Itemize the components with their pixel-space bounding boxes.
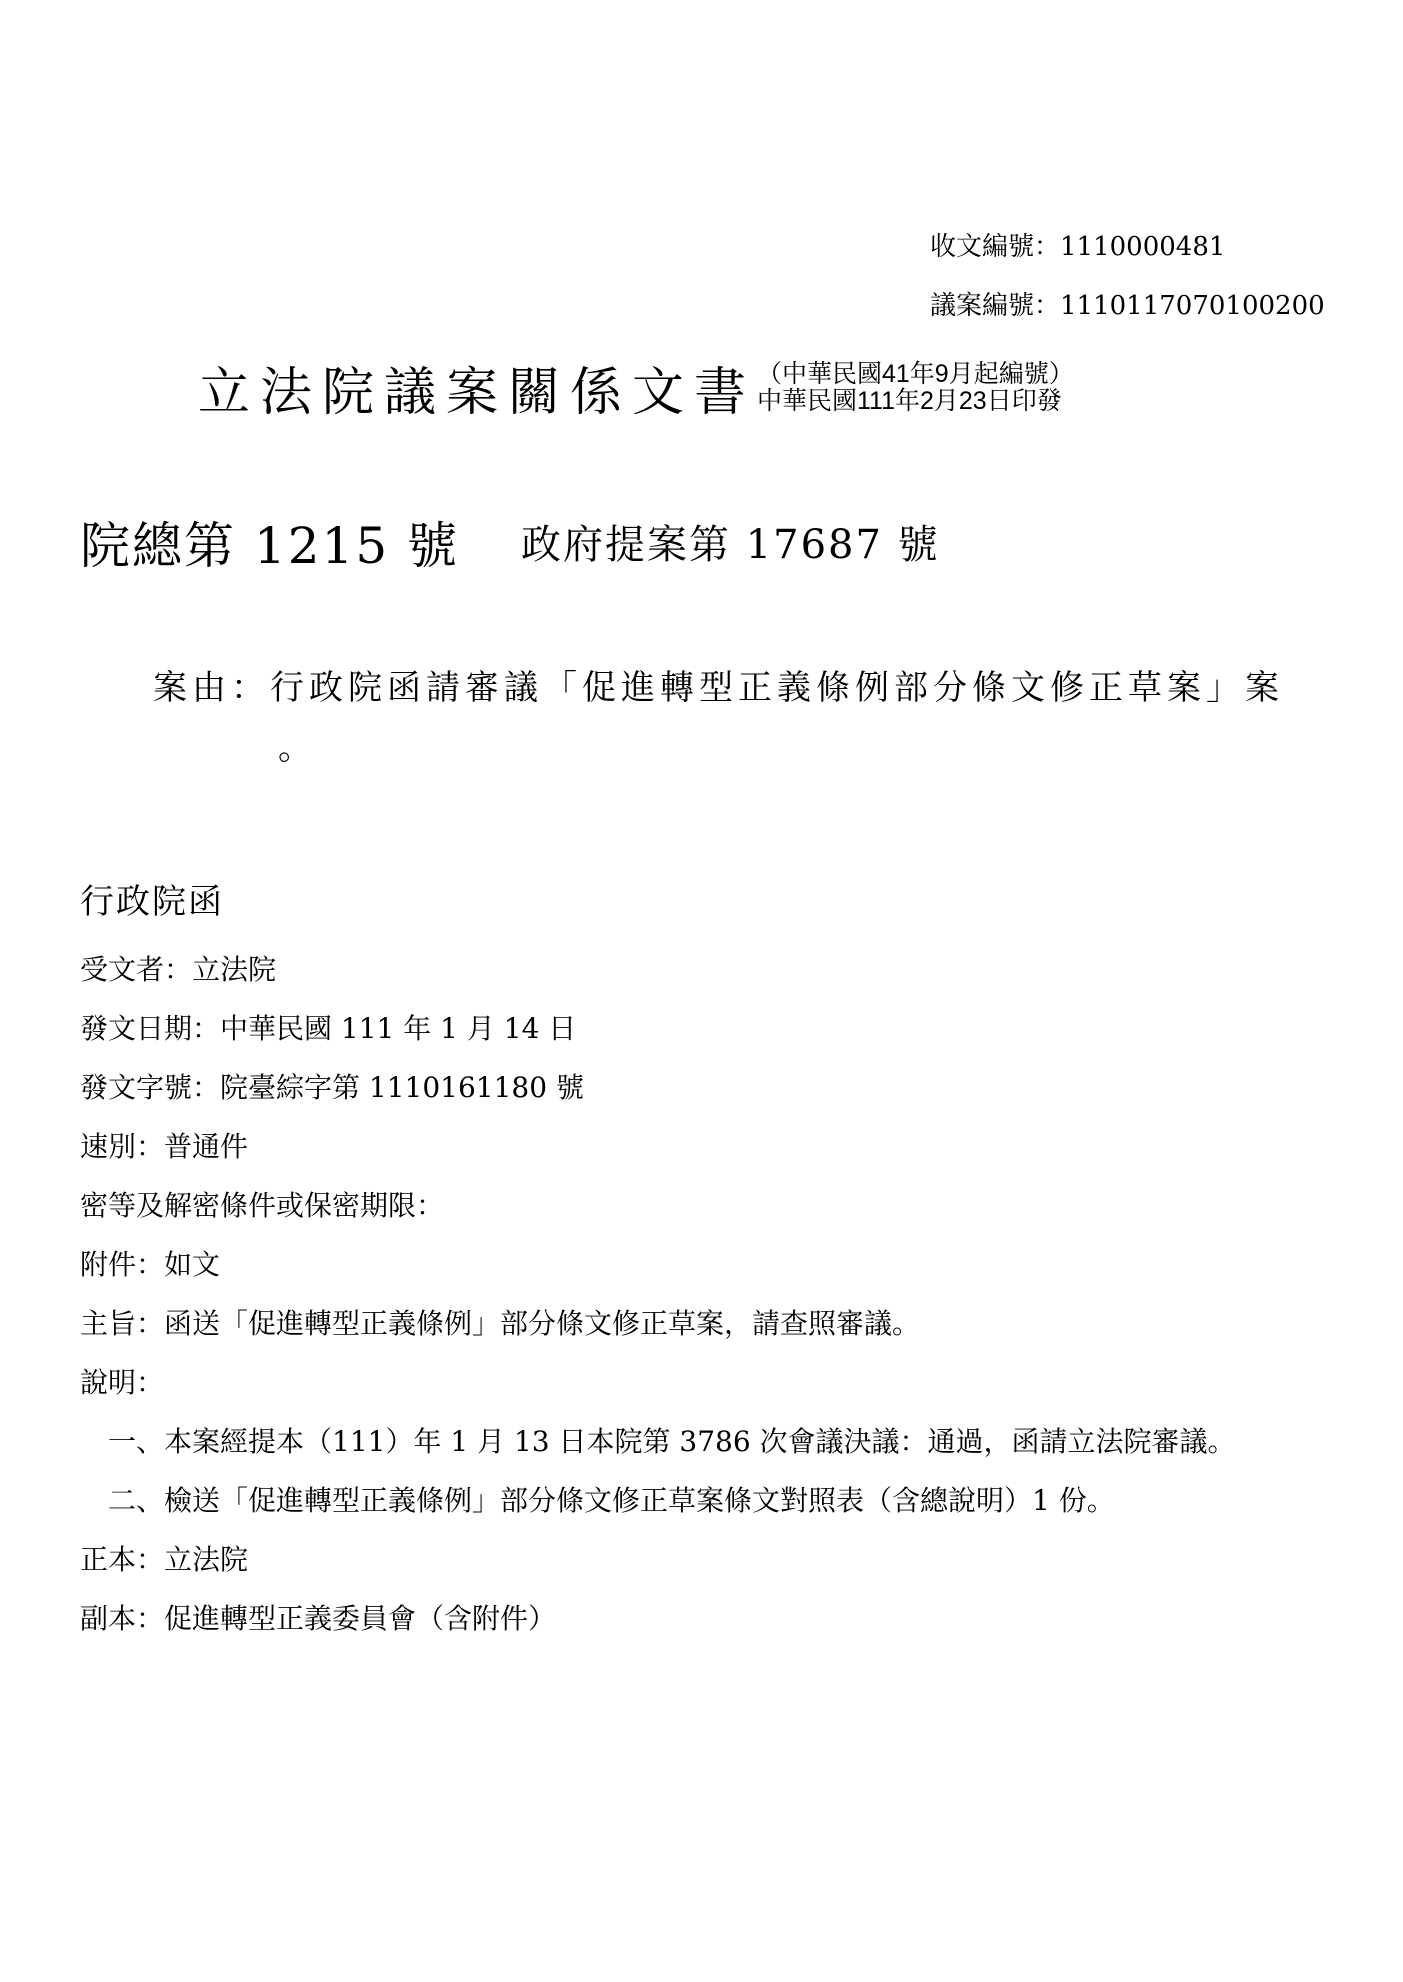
print-date: 中華民國111年2月23日印發 bbox=[757, 387, 1062, 415]
receipt-number: 收文編號：1110000481 bbox=[930, 232, 1226, 262]
case-number: 院總第 1215 號 bbox=[80, 517, 460, 575]
document-title: 立法院議案關係文書 bbox=[198, 363, 757, 423]
subject-line-end: 。 bbox=[278, 728, 312, 768]
numbering-note: （中華民國41年9月起編號） bbox=[757, 360, 1074, 388]
gist-field: 主旨：函送「促進轉型正義條例」部分條文修正草案，請查照審議。 bbox=[80, 1307, 921, 1340]
priority-field: 速別：普通件 bbox=[80, 1130, 249, 1163]
explanation-item: 二、檢送「促進轉型正義條例」部分條文修正草案條文對照表（含總說明）1 份。 bbox=[108, 1484, 1115, 1517]
recipient-field: 受文者：立法院 bbox=[80, 953, 277, 986]
subject-line: 案由：行政院函請審議「促進轉型正義條例部分條文修正草案」案 bbox=[153, 668, 1284, 708]
explanation-label: 說明： bbox=[80, 1366, 165, 1399]
issue-date-field: 發文日期：中華民國 111 年 1 月 14 日 bbox=[80, 1012, 577, 1045]
bill-number: 議案編號：1110117070100200 bbox=[930, 291, 1325, 321]
original-recipient-field: 正本：立法院 bbox=[80, 1543, 249, 1576]
reference-number-field: 發文字號：院臺綜字第 1110161180 號 bbox=[80, 1071, 584, 1104]
attachment-field: 附件：如文 bbox=[80, 1248, 221, 1281]
copy-recipient-field: 副本：促進轉型正義委員會（含附件） bbox=[80, 1602, 557, 1635]
proposal-number: 政府提案第 17687 號 bbox=[521, 522, 940, 568]
letter-heading: 行政院函 bbox=[80, 882, 224, 922]
explanation-item: 一、本案經提本（111）年 1 月 13 日本院第 3786 次會議決議：通過，函請立法院審議。 bbox=[108, 1425, 1236, 1458]
classification-field: 密等及解密條件或保密期限： bbox=[80, 1189, 445, 1222]
